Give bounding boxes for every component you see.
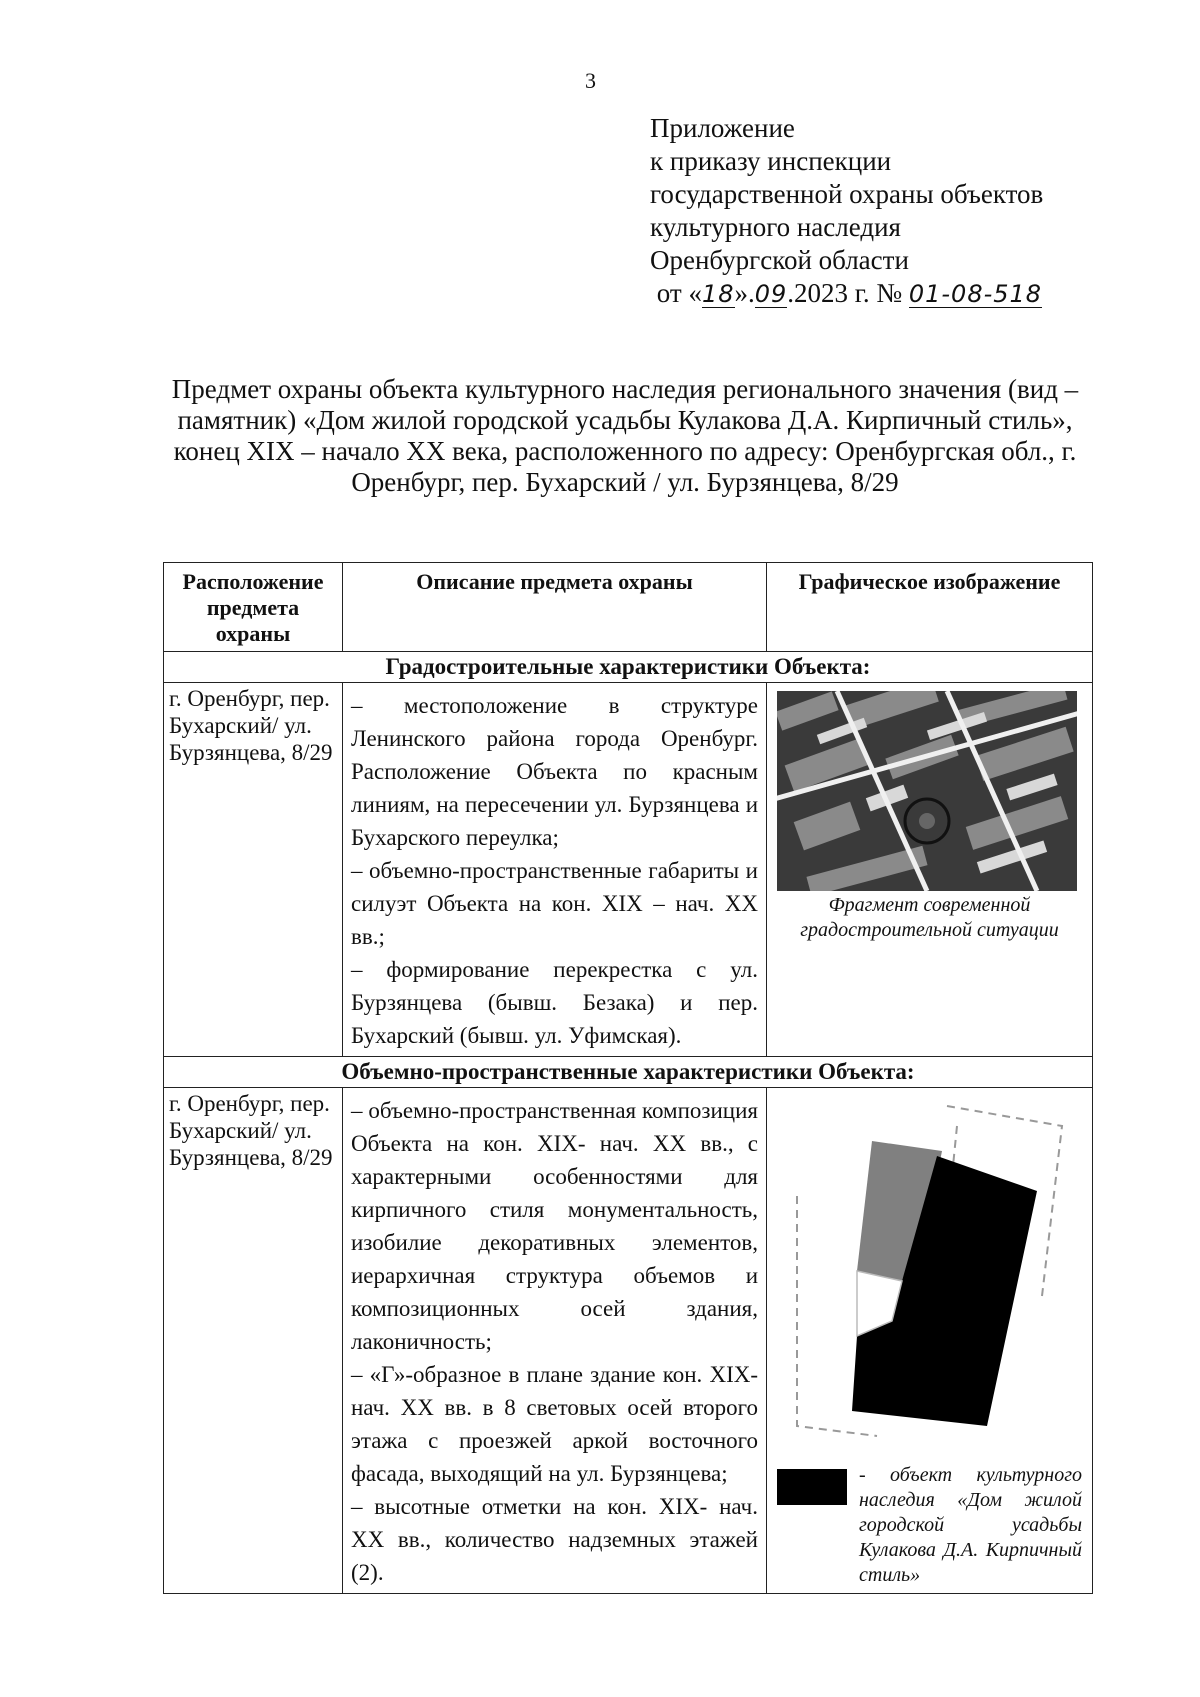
protection-table (163, 562, 1093, 1594)
order-month: 09 (754, 280, 788, 308)
table-row (164, 1088, 1093, 1594)
description-item: – объемно-пространственная композиция Объекта на кон. XIX- нач. XX вв., с характерными особенностями для кирпичного стиля монументальность, изобилие декоративных элементов, иерархичная структура объемов и композиционных осей здания, лаконичность; (351, 1098, 758, 1354)
graphic-cell (767, 1088, 1093, 1594)
appendix-line: к приказу инспекции (650, 146, 892, 176)
legend-swatch (777, 1469, 847, 1505)
aerial-photo-image (777, 691, 1077, 891)
appendix-line: культурного наследия (650, 212, 901, 242)
description-item: – местоположение в структуре Ленинского района города Оренбург. Расположение Объекта по красным линиям, на пересечении ул. Бурзянцева и Бухарского переулка; (351, 693, 758, 850)
date-year: .2023 г. № (787, 278, 909, 308)
order-number: 01-08-518 (908, 280, 1043, 308)
description-cell (343, 1088, 767, 1594)
site-plan-image (777, 1096, 1077, 1461)
section-heading: Градостроительные характеристики Объекта: (164, 652, 1093, 683)
section-row (164, 1057, 1093, 1088)
section-heading: Объемно-пространственные характеристики Объекта: (164, 1057, 1093, 1088)
appendix-line: Приложение (650, 113, 795, 143)
header-description: Описание предмета охраны (343, 563, 767, 652)
date-prefix: от « (656, 278, 702, 308)
appendix-block (650, 112, 1043, 310)
plan-legend (777, 1463, 1082, 1588)
appendix-line: Оренбургской области (650, 245, 909, 275)
section-row (164, 652, 1093, 683)
legend-text: - объект культурного наследия «Дом жилой городской усадьбы Кулакова Д.А. Кирпичный стиль» (859, 1464, 1082, 1586)
location-cell: г. Оренбург, пер. Бухарский/ ул. Бурзянцева, 8/29 (164, 1088, 343, 1594)
table-header-row (164, 563, 1093, 652)
location-cell: г. Оренбург, пер. Бухарский/ ул. Бурзянцева, 8/29 (164, 683, 343, 1057)
appendix-line: государственной охраны объектов (650, 179, 1044, 209)
description-cell (343, 683, 767, 1057)
table-row (164, 683, 1093, 1057)
date-mid: ». (734, 278, 755, 308)
description-item: – формирование перекрестка с ул. Бурзянцева (бывш. Безака) и пер. Бухарский (бывш. ул. Уфимская). (351, 957, 758, 1048)
header-location: Расположение предмета охраны (164, 563, 343, 652)
graphic-caption: Фрагмент современной градостроительной ситуации (800, 894, 1059, 941)
header-graphic: Графическое изображение (767, 563, 1093, 652)
description-item: – высотные отметки на кон. XIX- нач. XX вв., количество надземных этажей (2). (351, 1494, 758, 1585)
order-date-line (650, 277, 1043, 310)
document-title: Предмет охраны объекта культурного наследия регионального значения (вид – памятник) «Дом жилой городской усадьбы Кулакова Д.А. Кирпичный стиль», конец XIX – начало XX века, расположенного по адресу: Оренбургская обл., г. Оренбург, пер. Бухарский / ул. Бурзянцева, 8/29 (171, 374, 1079, 497)
order-day: 18 (701, 280, 735, 308)
description-item: – объемно-пространственные габариты и силуэт Объекта на кон. XIX – нач. XX вв.; (351, 858, 758, 949)
page-number: 3 (585, 68, 596, 93)
description-item: – «Г»-образное в плане здание кон. XIX- нач. XX вв. в 8 световых осей второго этажа с проезжей аркой восточного фасада, выходящий на ул. Бурзянцева; (351, 1362, 758, 1486)
graphic-cell (767, 683, 1093, 1057)
